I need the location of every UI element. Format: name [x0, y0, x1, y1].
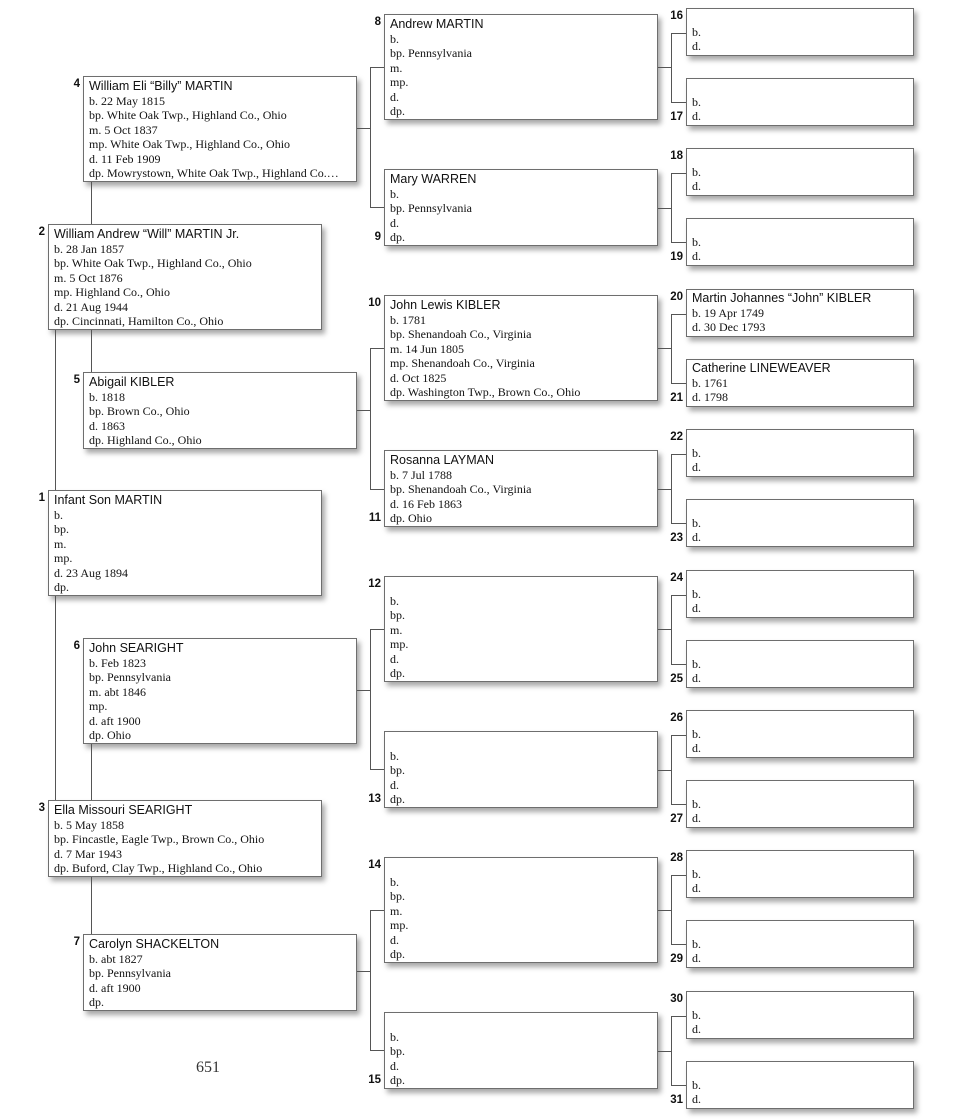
person-detail-line: d. [692, 460, 701, 474]
connector-line [658, 67, 671, 68]
person-detail-line: m. [54, 536, 67, 551]
person-name [692, 1063, 913, 1078]
connector-line [658, 348, 671, 349]
ahnentafel-number: 27 [670, 813, 683, 825]
person-box-5[interactable] [83, 372, 357, 449]
connector-line [370, 348, 384, 349]
person-detail-line: bp. Shenandoah Co., Virginia [390, 482, 532, 497]
person-name [692, 993, 913, 1008]
connector-line [658, 1051, 671, 1052]
ahnentafel-number: 23 [670, 532, 683, 544]
person-detail-line: bp. White Oak Twp., Highland Co., Ohio [54, 256, 252, 271]
person-name [692, 220, 913, 235]
ahnentafel-number: 20 [670, 291, 683, 303]
person-detail-line: d. 11 Feb 1909 [89, 151, 161, 166]
person-detail-line: d. 7 Mar 1943 [54, 846, 122, 861]
connector-line [357, 128, 370, 129]
person-name [692, 431, 913, 446]
person-detail-line: bp. [390, 608, 405, 623]
person-name [390, 1015, 657, 1030]
ahnentafel-number: 1 [38, 492, 45, 504]
person-detail-line: d. aft 1900 [89, 713, 141, 728]
ahnentafel-number: 21 [670, 392, 683, 404]
ahnentafel-number: 17 [670, 111, 683, 123]
person-name [692, 501, 913, 516]
person-detail-line: d. 21 Aug 1944 [54, 299, 129, 314]
person-detail-line: b. [390, 187, 399, 201]
connector-line [671, 383, 686, 384]
person-detail-line: b. 1761 [692, 376, 728, 390]
person-detail-line: d. [390, 1058, 399, 1073]
person-box-14[interactable] [384, 857, 658, 963]
person-detail-line: bp. Pennsylvania [89, 670, 171, 685]
person-detail-line: dp. Mowrystown, White Oak Twp., Highland Co.… [89, 166, 339, 181]
connector-line [55, 330, 56, 490]
person-detail-line: d. [692, 179, 701, 193]
person-detail-line: b. [692, 937, 701, 951]
connector-line [370, 629, 384, 630]
person-box-2[interactable] [48, 224, 322, 330]
ahnentafel-number: 25 [670, 673, 683, 685]
connector-line [370, 67, 384, 68]
person-name: Carolyn SHACKELTON [89, 937, 220, 951]
person-name: William Eli “Billy” MARTIN [89, 79, 233, 93]
ahnentafel-number: 9 [374, 231, 381, 243]
connector-line [370, 1050, 384, 1051]
connector-line [671, 314, 686, 315]
person-detail-line: d. [692, 109, 701, 123]
person-box-4[interactable] [83, 76, 357, 182]
person-box-19[interactable] [686, 218, 914, 266]
person-detail-line: bp. [390, 763, 405, 778]
person-detail-line: mp. [54, 551, 73, 566]
ahnentafel-number: 15 [368, 1074, 381, 1086]
person-detail-line: d. [692, 249, 701, 263]
person-box-16[interactable] [686, 8, 914, 56]
connector-line [658, 208, 671, 209]
person-box-26[interactable] [686, 710, 914, 758]
person-box-6[interactable] [83, 638, 357, 744]
person-detail-line: d. 30 Dec 1793 [692, 320, 766, 334]
person-detail-line: m. 14 Jun 1805 [390, 341, 465, 356]
person-detail-line: b. [692, 235, 701, 249]
person-detail-line: b. [692, 446, 701, 460]
person-detail-line: m. [390, 622, 403, 637]
person-detail-line: dp. Ohio [390, 511, 432, 526]
person-detail-line: bp. Shenandoah Co., Virginia [390, 327, 532, 342]
person-detail-line: b. abt 1827 [89, 952, 143, 966]
connector-line [91, 877, 92, 934]
person-box-29[interactable] [686, 920, 914, 968]
person-detail-line: mp. [89, 699, 108, 714]
person-detail-line: dp. [390, 947, 405, 962]
person-detail-line: b. 19 Apr 1749 [692, 306, 764, 320]
connector-line [370, 489, 384, 490]
ahnentafel-number: 31 [670, 1094, 683, 1106]
person-detail-line: dp. [390, 666, 405, 681]
person-box-24[interactable] [686, 570, 914, 618]
person-detail-line: d. 16 Feb 1863 [390, 496, 462, 511]
person-detail-line: bp. Brown Co., Ohio [89, 404, 190, 419]
connector-line [671, 875, 686, 876]
connector-line [370, 348, 371, 489]
person-detail-line: m. [390, 903, 403, 918]
person-detail-line: d. aft 1900 [89, 980, 141, 995]
person-detail-line: dp. Highland Co., Ohio [89, 433, 202, 448]
person-detail-line: b. [390, 32, 399, 46]
person-detail-line: m. [390, 60, 403, 75]
ahnentafel-number: 30 [670, 993, 683, 1005]
person-detail-line: b. 1818 [89, 390, 125, 404]
person-detail-line: dp. Ohio [89, 728, 131, 743]
person-detail-line: mp. Shenandoah Co., Virginia [390, 356, 535, 371]
connector-line [357, 410, 370, 411]
connector-line [671, 454, 686, 455]
person-box-31[interactable] [686, 1061, 914, 1109]
person-box-30[interactable] [686, 991, 914, 1039]
connector-line [370, 629, 371, 769]
person-name [390, 734, 657, 749]
connector-line [671, 33, 672, 102]
ahnentafel-number: 24 [670, 572, 683, 584]
connector-line [671, 523, 686, 524]
person-detail-line: m. 5 Oct 1876 [54, 270, 123, 285]
person-detail-line: mp. White Oak Twp., Highland Co., Ohio [89, 137, 291, 152]
person-detail-line: b. 5 May 1858 [54, 818, 124, 832]
person-box-9[interactable] [384, 169, 658, 246]
person-name [692, 782, 913, 797]
ahnentafel-number: 19 [670, 251, 683, 263]
person-detail-line: d. 1863 [89, 418, 125, 433]
person-detail-line: mp. Highland Co., Ohio [54, 285, 170, 300]
ahnentafel-number: 11 [368, 512, 381, 524]
connector-line [671, 735, 686, 736]
person-detail-line: m. abt 1846 [89, 684, 146, 699]
person-box-7[interactable] [83, 934, 357, 1011]
connector-line [91, 182, 92, 224]
person-detail-line: d. [692, 601, 701, 615]
person-box-21[interactable] [686, 359, 914, 407]
person-detail-line: b. [390, 1030, 399, 1044]
ahnentafel-number: 26 [670, 712, 683, 724]
person-detail-line: d. [390, 651, 399, 666]
connector-line [55, 596, 56, 800]
person-detail-line: dp. [390, 230, 405, 245]
person-name [692, 922, 913, 937]
person-box-20[interactable] [686, 289, 914, 337]
person-box-1[interactable] [48, 490, 322, 596]
ahnentafel-number: 2 [38, 226, 45, 238]
person-detail-line: bp. Pennsylvania [89, 966, 171, 981]
person-detail-line: bp. Pennsylvania [390, 46, 472, 61]
person-detail-line: b. [692, 797, 701, 811]
person-detail-line: m. 5 Oct 1837 [89, 122, 158, 137]
connector-line [658, 629, 671, 630]
person-detail-line: d. [390, 777, 399, 792]
person-detail-line: b. 7 Jul 1788 [390, 468, 453, 482]
person-name: Ella Missouri SEARIGHT [54, 803, 193, 817]
person-detail-line: d. [692, 530, 701, 544]
person-detail-line: bp. Fincastle, Eagle Twp., Brown Co., Ohio [54, 832, 265, 847]
connector-line [671, 242, 686, 243]
person-detail-line: b. [390, 594, 399, 608]
person-detail-line: dp. [54, 580, 69, 595]
person-name [692, 572, 913, 587]
connector-line [658, 489, 671, 490]
person-detail-line: d. [692, 671, 701, 685]
person-detail-line: d. [390, 932, 399, 947]
connector-line [91, 744, 92, 800]
person-detail-line: dp. [390, 1073, 405, 1088]
person-detail-line: b. [692, 867, 701, 881]
ahnentafel-number: 7 [73, 936, 80, 948]
person-detail-line: d. [390, 89, 399, 104]
ahnentafel-number: 16 [670, 10, 683, 22]
person-detail-line: d. [692, 1022, 701, 1036]
person-detail-line: d. [692, 811, 701, 825]
ahnentafel-number: 3 [38, 802, 45, 814]
person-box-23[interactable] [686, 499, 914, 547]
person-name [390, 860, 657, 875]
person-box-3[interactable] [48, 800, 322, 877]
person-detail-line: bp. White Oak Twp., Highland Co., Ohio [89, 108, 287, 123]
connector-line [671, 595, 672, 664]
person-detail-line: dp. [390, 792, 405, 807]
person-detail-line: b. [692, 657, 701, 671]
person-detail-line: dp. [390, 104, 405, 119]
connector-line [370, 67, 371, 207]
person-box-13[interactable] [384, 731, 658, 808]
person-detail-line: b. [692, 587, 701, 601]
connector-line [671, 173, 686, 174]
connector-line [671, 944, 686, 945]
connector-line [671, 173, 672, 242]
person-name [692, 852, 913, 867]
person-detail-line: d. [692, 39, 701, 53]
ahnentafel-number: 4 [73, 78, 80, 90]
person-box-12[interactable] [384, 576, 658, 682]
person-detail-line: mp. [390, 75, 409, 90]
connector-line [370, 910, 384, 911]
person-detail-line: b. 28 Jan 1857 [54, 242, 124, 256]
person-detail-line: bp. [54, 522, 69, 537]
person-detail-line: bp. [390, 1044, 405, 1059]
person-name: John Lewis KIBLER [390, 298, 501, 312]
connector-line [658, 770, 671, 771]
person-box-28[interactable] [686, 850, 914, 898]
person-detail-line: mp. [390, 637, 409, 652]
person-detail-line: d. [390, 215, 399, 230]
person-detail-line: b. 1781 [390, 313, 426, 327]
person-box-8[interactable] [384, 14, 658, 120]
person-name: John SEARIGHT [89, 641, 184, 655]
person-name [692, 642, 913, 657]
person-name [692, 80, 913, 95]
person-name: Mary WARREN [390, 172, 477, 186]
ahnentafel-number: 22 [670, 431, 683, 443]
person-box-18[interactable] [686, 148, 914, 196]
connector-line [370, 910, 371, 1050]
person-detail-line: mp. [390, 918, 409, 933]
person-detail-line: b. [692, 25, 701, 39]
person-detail-line: dp. Washington Twp., Brown Co., Ohio [390, 385, 581, 400]
person-detail-line: d. [692, 741, 701, 755]
connector-line [658, 910, 671, 911]
person-name [692, 10, 913, 25]
ahnentafel-number: 6 [73, 640, 80, 652]
person-box-11[interactable] [384, 450, 658, 527]
person-detail-line: d. [692, 881, 701, 895]
connector-line [671, 1085, 686, 1086]
page-number: 651 [196, 1059, 220, 1076]
ahnentafel-number: 18 [670, 150, 683, 162]
person-name [390, 579, 657, 594]
connector-line [671, 664, 686, 665]
person-detail-line: b. [692, 516, 701, 530]
connector-line [671, 33, 686, 34]
person-name [692, 150, 913, 165]
ahnentafel-number: 13 [368, 793, 381, 805]
person-detail-line: d. Oct 1825 [390, 370, 447, 385]
person-box-22[interactable] [686, 429, 914, 477]
connector-line [671, 595, 686, 596]
connector-line [671, 314, 672, 383]
person-name: Rosanna LAYMAN [390, 453, 494, 467]
ahnentafel-number: 5 [73, 374, 80, 386]
connector-line [91, 330, 92, 372]
person-name: Infant Son MARTIN [54, 493, 163, 507]
person-detail-line: b. [692, 1008, 701, 1022]
ahnentafel-number: 28 [670, 852, 683, 864]
connector-line [671, 102, 686, 103]
person-name [692, 712, 913, 727]
person-name: William Andrew “Will” MARTIN Jr. [54, 227, 240, 241]
person-box-25[interactable] [686, 640, 914, 688]
person-detail-line: dp. [89, 995, 104, 1010]
person-detail-line: b. 22 May 1815 [89, 94, 165, 108]
person-detail-line: b. Feb 1823 [89, 656, 146, 670]
person-box-17[interactable] [686, 78, 914, 126]
person-name: Martin Johannes “John” KIBLER [692, 291, 872, 305]
person-name: Andrew MARTIN [390, 17, 484, 31]
person-name: Catherine LINEWEAVER [692, 361, 831, 375]
person-detail-line: d. 23 Aug 1894 [54, 565, 129, 580]
person-box-15[interactable] [384, 1012, 658, 1089]
person-detail-line: bp. [390, 889, 405, 904]
person-detail-line: b. [390, 875, 399, 889]
connector-line [357, 690, 370, 691]
person-detail-line: b. [692, 1078, 701, 1092]
person-detail-line: d. [692, 951, 701, 965]
person-detail-line: b. [692, 95, 701, 109]
connector-line [357, 971, 370, 972]
person-detail-line: b. [692, 165, 701, 179]
person-box-27[interactable] [686, 780, 914, 828]
connector-line [370, 207, 384, 208]
person-detail-line: d. 1798 [692, 390, 728, 404]
person-detail-line: dp. Cincinnati, Hamilton Co., Ohio [54, 314, 224, 329]
person-detail-line: b. [390, 749, 399, 763]
ahnentafel-number: 12 [368, 578, 381, 590]
person-name: Abigail KIBLER [89, 375, 175, 389]
connector-line [671, 454, 672, 523]
person-box-10[interactable] [384, 295, 658, 401]
connector-line [370, 769, 384, 770]
connector-line [671, 875, 672, 944]
connector-line [671, 735, 672, 804]
ahnentafel-number: 8 [374, 16, 381, 28]
person-detail-line: d. [692, 1092, 701, 1106]
ahnentafel-number: 29 [670, 953, 683, 965]
person-detail-line: bp. Pennsylvania [390, 201, 472, 216]
ahnentafel-number: 10 [368, 297, 381, 309]
person-detail-line: dp. Buford, Clay Twp., Highland Co., Ohio [54, 861, 263, 876]
person-detail-line: b. [54, 508, 63, 522]
person-detail-line: b. [692, 727, 701, 741]
connector-line [671, 1016, 672, 1085]
connector-line [671, 804, 686, 805]
ahnentafel-number: 14 [368, 859, 381, 871]
connector-line [671, 1016, 686, 1017]
